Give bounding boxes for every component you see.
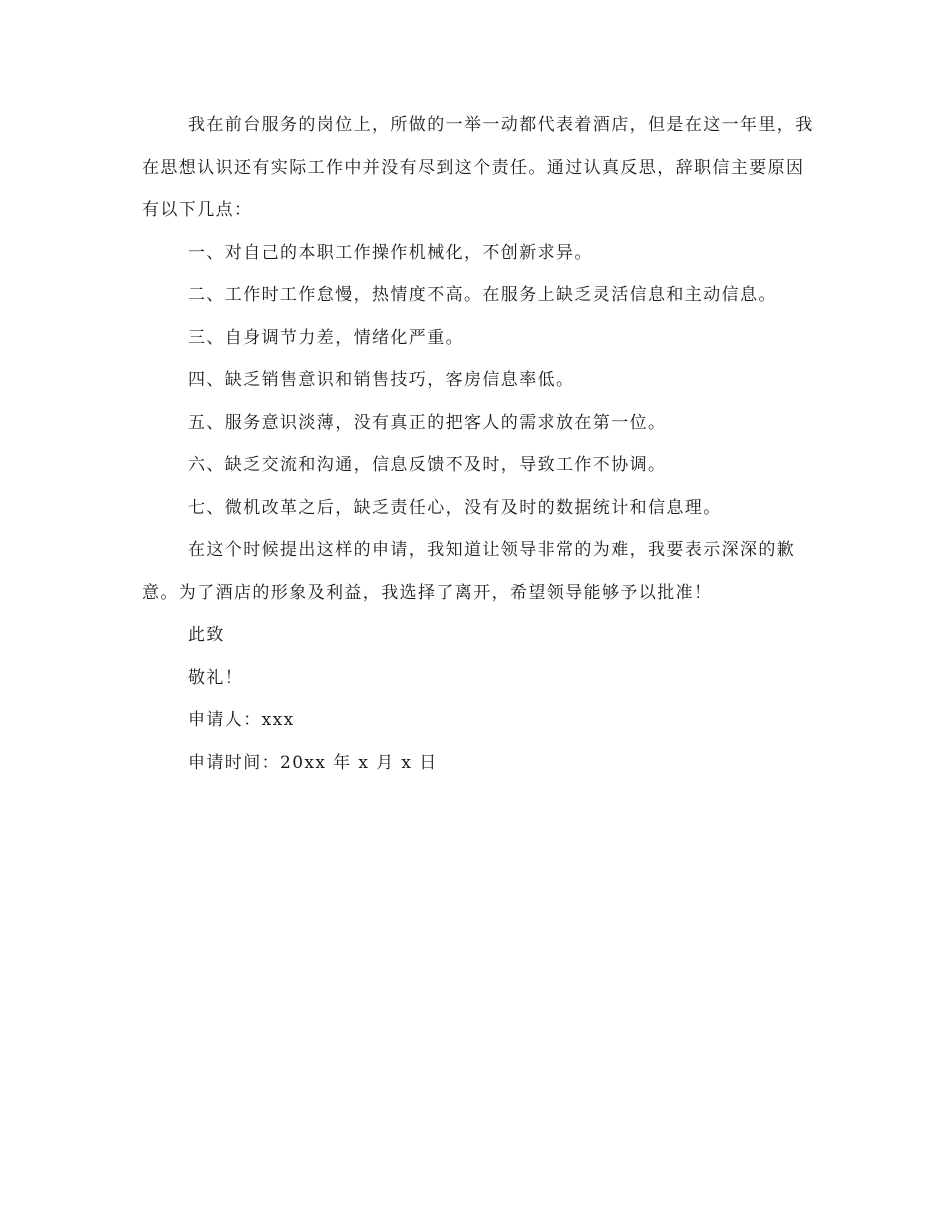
- letter-body: [142, 104, 814, 784]
- closing-greeting: 此致: [188, 625, 225, 645]
- apology-paragraph: 在这个时候提出这样的申请，我知道让领导非常的为难，我要表示深深的歉意。为了酒店的形象及利益，我选择了离开，希望领导能够予以批准！: [142, 540, 796, 603]
- reason-item-4: 四、缺乏销售意识和销售技巧，客房信息率低。: [188, 370, 575, 390]
- closing-salute: 敬礼！: [188, 667, 244, 688]
- reason-item-7: 七、微机改革之后，缺乏责任心，没有及时的数据统计和信息理。: [188, 497, 722, 518]
- reason-item-3: 三、自身调节力差，情绪化严重。: [188, 327, 464, 348]
- reason-item-2: 二、工作时工作怠慢，热情度不高。在服务上缺乏灵活信息和主动信息。: [188, 285, 777, 305]
- reason-item-5: 五、服务意识淡薄，没有真正的把客人的需求放在第一位。: [188, 412, 667, 433]
- applicant-line: 申请人：xxx: [188, 710, 295, 730]
- intro-paragraph: 我在前台服务的岗位上，所做的一举一动都代表着酒店，但是在这一年里，我在思想认识还有实际工作中并没有尽到这个责任。通过认真反思，辞职信主要原因有以下几点：: [142, 115, 814, 220]
- reason-item-1: 一、对自己的本职工作操作机械化，不创新求异。: [188, 242, 593, 263]
- date-line: 申请时间：20xx 年 x 月 x 日: [188, 752, 438, 773]
- reason-item-6: 六、缺乏交流和沟通，信息反馈不及时，导致工作不协调。: [188, 455, 667, 475]
